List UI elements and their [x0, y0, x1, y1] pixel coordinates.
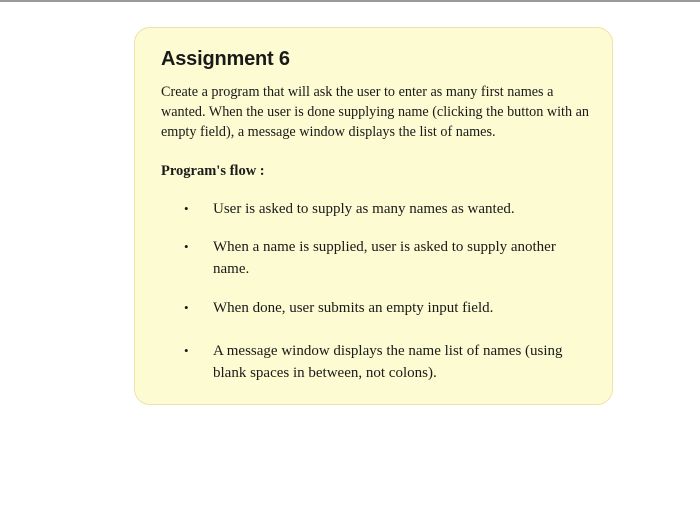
flow-item — [184, 340, 593, 384]
flow-item — [184, 236, 593, 280]
program-flow-heading: Program's flow : — [161, 163, 265, 179]
assignment-card — [134, 27, 613, 405]
bullet-icon: • — [184, 300, 189, 315]
flow-item-text: When done, user submits an empty input field. — [213, 300, 494, 316]
bullet-icon: • — [184, 239, 189, 254]
flow-item-text: User is asked to supply as many names as wanted. — [213, 201, 515, 217]
flow-item — [184, 198, 593, 220]
bullet-icon: • — [184, 201, 189, 216]
assignment-description: Create a program that will ask the user to enter as many first names a wanted. When the user is done supplying name (clicking the button with an empty field), a message window displays the list of names. — [161, 84, 590, 140]
flow-item-text: A message window displays the name list of names (using blank spaces in between, not colons). — [213, 343, 563, 381]
flow-item-text: When a name is supplied, user is asked to supply another name. — [213, 239, 556, 277]
assignment-title: Assignment 6 — [161, 48, 290, 70]
top-divider — [0, 0, 700, 2]
flow-item — [184, 297, 593, 319]
bullet-icon: • — [184, 343, 189, 358]
